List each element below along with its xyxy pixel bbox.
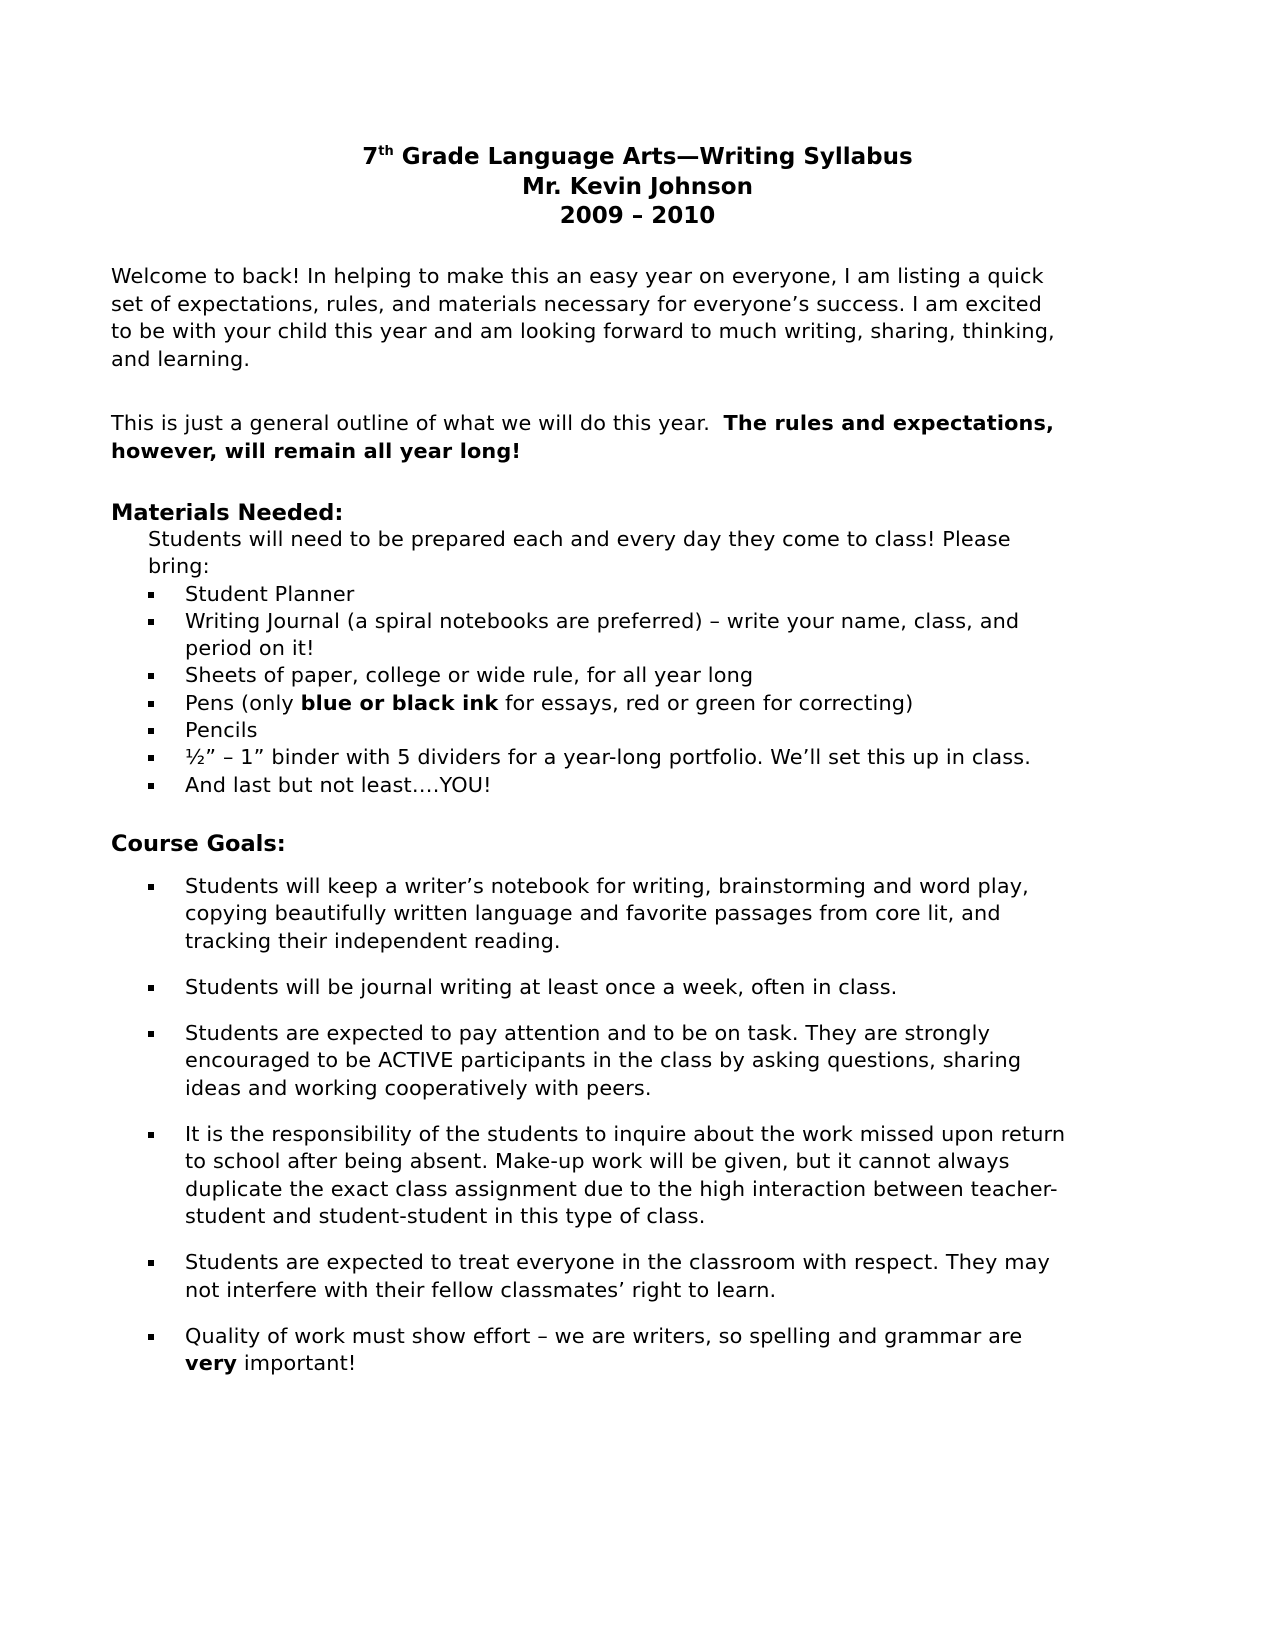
ordinal-suffix: th: [378, 144, 394, 159]
list-item: Pencils: [148, 717, 1158, 744]
bullet-icon: [148, 728, 154, 734]
bullet-icon: [148, 701, 154, 707]
bullet-icon: [148, 985, 154, 991]
rules-emphasis: The rules and expectations,: [723, 411, 1055, 435]
bullet-icon: [148, 673, 154, 679]
bullet-icon: [148, 1334, 154, 1340]
bullet-icon: [148, 619, 154, 625]
list-item: Pens (only blue or black ink for essays, red or green for correcting): [148, 690, 1158, 717]
materials-heading: Materials Needed:: [111, 500, 344, 526]
school-year: 2009 – 2010: [559, 203, 716, 229]
bullet-icon: [148, 1132, 154, 1138]
bullet-icon: [148, 592, 154, 598]
intro-paragraph: Welcome to back! In helping to make this an easy year on everyone, I am listing a quick set of expectations, rules, and materials necessary for everyone’s success. I am excited to be with your child this year and am looking forward to much writing, sharing, thinking, and learning.: [111, 264, 1055, 371]
teacher-name: Mr. Kevin Johnson: [522, 173, 753, 200]
outline-paragraph: This is just a general outline of what we will do this year. The rules and expectations, however, will remain all year long!: [111, 411, 1055, 463]
list-item: ½” – 1” binder with 5 dividers for a year-long portfolio. We’ll set this up in class.: [148, 744, 1158, 771]
bullet-icon: [148, 755, 154, 761]
list-item: Quality of work must show effort – we are writers, so spelling and grammar are very important!: [148, 1323, 1158, 1378]
list-item: Students are expected to pay attention and to be on task. They are strongly encouraged to be ACTIVE participants in the class by asking questions, sharing ideas and working cooperatively with peers.: [148, 1020, 1158, 1102]
list-item: Sheets of paper, college or wide rule, for all year long: [148, 662, 1158, 689]
course-goals-heading: Course Goals:: [111, 831, 286, 857]
list-item: And last but not least….YOU!: [148, 772, 1158, 799]
bullet-icon: [148, 1260, 154, 1266]
course-goals-list: [148, 873, 1158, 1396]
list-item: Writing Journal (a spiral notebooks are preferred) – write your name, class, and period on it!: [148, 608, 1158, 663]
list-item: It is the responsibility of the students to inquire about the work missed upon return to school after being absent. Make-up work will be given, but it cannot always duplicate the exact class assignment due to the high interaction between teacher- student and student-student in this type of class.: [148, 1121, 1158, 1230]
bullet-icon: [148, 1031, 154, 1037]
materials-section: Students will need to be prepared each and every day they come to class! Please bring: Student Planner Writing Journal (a spiral notebooks are preferred) – write your name, class, and period on it! Sheets of paper, college or wide rule, for all year long Pens (only blue or black ink for essays, red or green for correcting) Pencils ½” – 1” binder with 5 dividers for a year-long portfolio. We’ll set this up in class. And last but not least….YOU!: [148, 526, 1158, 799]
bullet-icon: [148, 884, 154, 890]
very-emphasis: very: [185, 1351, 238, 1376]
document-title: [0, 143, 1275, 232]
materials-list: [148, 581, 1158, 799]
bullet-icon: [148, 783, 154, 789]
list-item: Student Planner: [148, 581, 1158, 608]
list-item: Students will keep a writer’s notebook for writing, brainstorming and word play, copying beautifully written language and favorite passages from core lit, and tracking their independent reading.: [148, 873, 1158, 955]
course-title: 7th Grade Language Arts—Writing Syllabus: [362, 144, 913, 170]
list-item: Students are expected to treat everyone in the classroom with respect. They may not interfere with their fellow classmates’ right to learn.: [148, 1249, 1158, 1304]
list-item: Students will be journal writing at least once a week, often in class.: [148, 974, 1158, 1001]
